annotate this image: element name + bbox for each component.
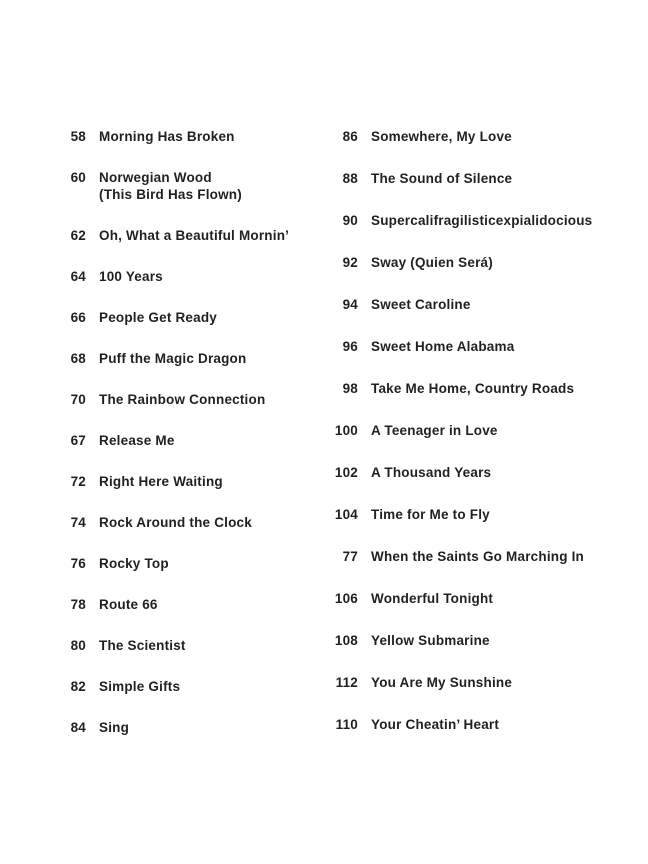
toc-page-number: 102 — [334, 465, 358, 480]
toc-entry — [61, 596, 329, 613]
toc-page-number: 80 — [70, 638, 86, 653]
toc-song-title: Supercalifragilisticexpialidocious — [371, 213, 593, 228]
toc-entry — [61, 128, 329, 145]
toc-page-number: 77 — [342, 549, 358, 564]
toc-page-number: 78 — [70, 597, 86, 612]
toc-entry — [61, 169, 329, 203]
toc-entry — [61, 514, 329, 531]
toc-entry — [330, 212, 630, 229]
toc-page-number: 88 — [342, 171, 358, 186]
toc-song-title: Route 66 — [99, 597, 158, 612]
toc-entry — [330, 506, 630, 523]
toc-entry — [330, 632, 630, 649]
toc-song-title: The Sound of Silence — [371, 171, 513, 186]
toc-entry — [330, 422, 630, 439]
toc-page-number: 64 — [70, 269, 86, 284]
toc-entry — [330, 338, 630, 355]
toc-song-title: Wonderful Tonight — [371, 591, 494, 606]
toc-entry — [61, 391, 329, 408]
toc-page-number: 58 — [70, 129, 86, 144]
toc-entry — [330, 380, 630, 397]
toc-song-title: People Get Ready — [99, 310, 217, 325]
toc-entry — [61, 268, 329, 285]
toc-entry — [61, 432, 329, 449]
toc-page-number: 90 — [342, 213, 358, 228]
toc-song-title: Puff the Magic Dragon — [99, 351, 247, 366]
toc-entry — [330, 296, 630, 313]
toc-page-number: 108 — [334, 633, 358, 648]
toc-song-title: Release Me — [99, 433, 175, 448]
toc-song-title: Your Cheatin’ Heart — [371, 717, 500, 732]
toc-entry — [330, 254, 630, 271]
toc-page-number: 110 — [335, 717, 358, 732]
toc-page-number: 60 — [70, 170, 86, 185]
toc-page-number: 72 — [70, 474, 86, 489]
toc-page-number: 66 — [70, 310, 86, 325]
toc-page-number: 86 — [342, 129, 358, 144]
toc-entry — [330, 464, 630, 481]
toc-entry — [330, 548, 630, 565]
toc-page-number: 92 — [342, 255, 358, 270]
toc-column-right — [330, 128, 630, 758]
toc-entry — [61, 473, 329, 490]
toc-song-title: When the Saints Go Marching In — [371, 549, 585, 564]
toc-page-number: 84 — [70, 720, 86, 735]
toc-song-title: Norwegian Wood (This Bird Has Flown) — [99, 170, 242, 202]
toc-column-left — [61, 128, 329, 760]
toc-song-title: Sing — [99, 720, 130, 735]
toc-song-title: Sway (Quien Será) — [371, 255, 493, 270]
toc-page-number: 106 — [334, 591, 358, 606]
toc-entry — [61, 227, 329, 244]
toc-entry — [61, 637, 329, 654]
toc-song-title: A Teenager in Love — [371, 423, 498, 438]
toc-song-title: Rocky Top — [99, 556, 169, 571]
toc-song-title: The Rainbow Connection — [99, 392, 266, 407]
toc-song-title: Somewhere, My Love — [371, 129, 512, 144]
toc-page-number: 68 — [70, 351, 86, 366]
toc-entry — [330, 674, 630, 691]
toc-song-title: Simple Gifts — [99, 679, 181, 694]
toc-page-number: 94 — [342, 297, 358, 312]
toc-page-number: 70 — [70, 392, 86, 407]
toc-song-title: The Scientist — [99, 638, 186, 653]
toc-song-title: Right Here Waiting — [99, 474, 223, 489]
toc-entry — [330, 128, 630, 145]
toc-page-number: 112 — [335, 675, 358, 690]
toc-song-title: Sweet Home Alabama — [371, 339, 515, 354]
toc-song-title: Take Me Home, Country Roads — [371, 381, 575, 396]
toc-song-title: Yellow Submarine — [371, 633, 490, 648]
toc-page-number: 100 — [334, 423, 358, 438]
toc-page-number: 76 — [70, 556, 86, 571]
toc-entry — [61, 678, 329, 695]
toc-song-title: 100 Years — [99, 269, 163, 284]
toc-song-title: Rock Around the Clock — [99, 515, 252, 530]
toc-song-title: You Are My Sunshine — [371, 675, 513, 690]
toc-entry — [330, 716, 630, 733]
toc-song-title: Morning Has Broken — [99, 129, 235, 144]
toc-page-number: 104 — [334, 507, 358, 522]
toc-page-number: 98 — [342, 381, 358, 396]
toc-page-number: 96 — [342, 339, 358, 354]
toc-page-number: 62 — [70, 228, 86, 243]
toc-entry — [61, 719, 329, 736]
toc-entry — [61, 309, 329, 326]
toc-entry — [61, 555, 329, 572]
toc-song-title: Time for Me to Fly — [371, 507, 490, 522]
toc-entry — [61, 350, 329, 367]
toc-entry — [330, 170, 630, 187]
toc-page-number: 74 — [70, 515, 86, 530]
toc-song-title: A Thousand Years — [371, 465, 492, 480]
toc-page-number: 82 — [70, 679, 86, 694]
toc-song-title: Oh, What a Beautiful Mornin’ — [99, 228, 290, 243]
toc-song-title: Sweet Caroline — [371, 297, 471, 312]
toc-entry — [330, 590, 630, 607]
toc-page-number: 67 — [70, 433, 86, 448]
